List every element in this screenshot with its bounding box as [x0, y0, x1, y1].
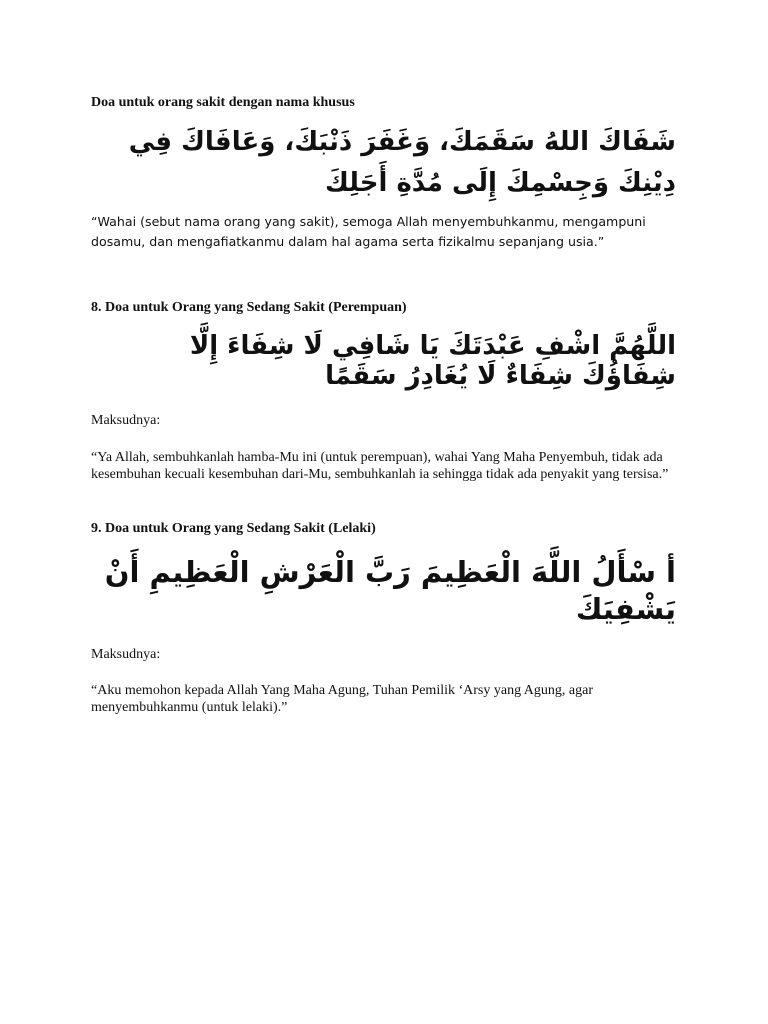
arabic-prayer-nama-khusus: شَفَاكَ اللهُ سَقَمَكَ، وَغَفَرَ ذَنْبَكَ، وَعَافَاكَ فِي دِيْنِكَ وَجِسْمِكَ إِلَى مُدَّةِ أَجَلِكَ	[128, 127, 676, 198]
section-heading-lelaki: 9. Doa untuk Orang yang Sedang Sakit (Lelaki)	[91, 521, 376, 536]
arabic-prayer-perempuan: اللَّهُمَّ اشْفِ عَبْدَتَكَ يَا شَافِي لَا شِفَاءَ إِلَّا شِفَاؤُكَ شِفَاءٌ لَا يُغَادِرُ سَقَمًا	[189, 331, 676, 391]
section-heading-nama-khusus: Doa untuk orang sakit dengan nama khusus	[91, 95, 355, 110]
translation-perempuan: “Ya Allah, sembuhkanlah hamba-Mu ini (untuk perempuan), wahai Yang Maha Penyembuh, tidak ada kesembuhan kecuali kesembuhan dari-Mu, sembuhkanlah ia sehingga tidak ada penyakit yang tersisa.”	[91, 450, 669, 482]
section-heading-perempuan: 8. Doa untuk Orang yang Sedang Sakit (Perempuan)	[91, 300, 407, 315]
translation-lelaki: “Aku memohon kepada Allah Yang Maha Agung, Tuhan Pemilik ‘Arsy yang Agung, agar menyembuhkanmu (untuk lelaki).”	[91, 683, 594, 715]
arabic-prayer-lelaki: أ سْأَلُ اللَّهَ الْعَظِيمَ رَبَّ الْعَرْشِ الْعَظِيمِ أَنْ يَشْفِيَكَ	[104, 555, 676, 626]
maksudnya-label-perempuan: Maksudnya:	[91, 413, 161, 428]
translation-nama-khusus: “Wahai (sebut nama orang yang sakit), semoga Allah menyembuhkanmu, mengampuni dosamu, dan mengafiatkanmu dalam hal agama serta fizikalmu sepanjang usia.”	[91, 214, 646, 249]
maksudnya-label-lelaki: Maksudnya:	[91, 647, 161, 662]
